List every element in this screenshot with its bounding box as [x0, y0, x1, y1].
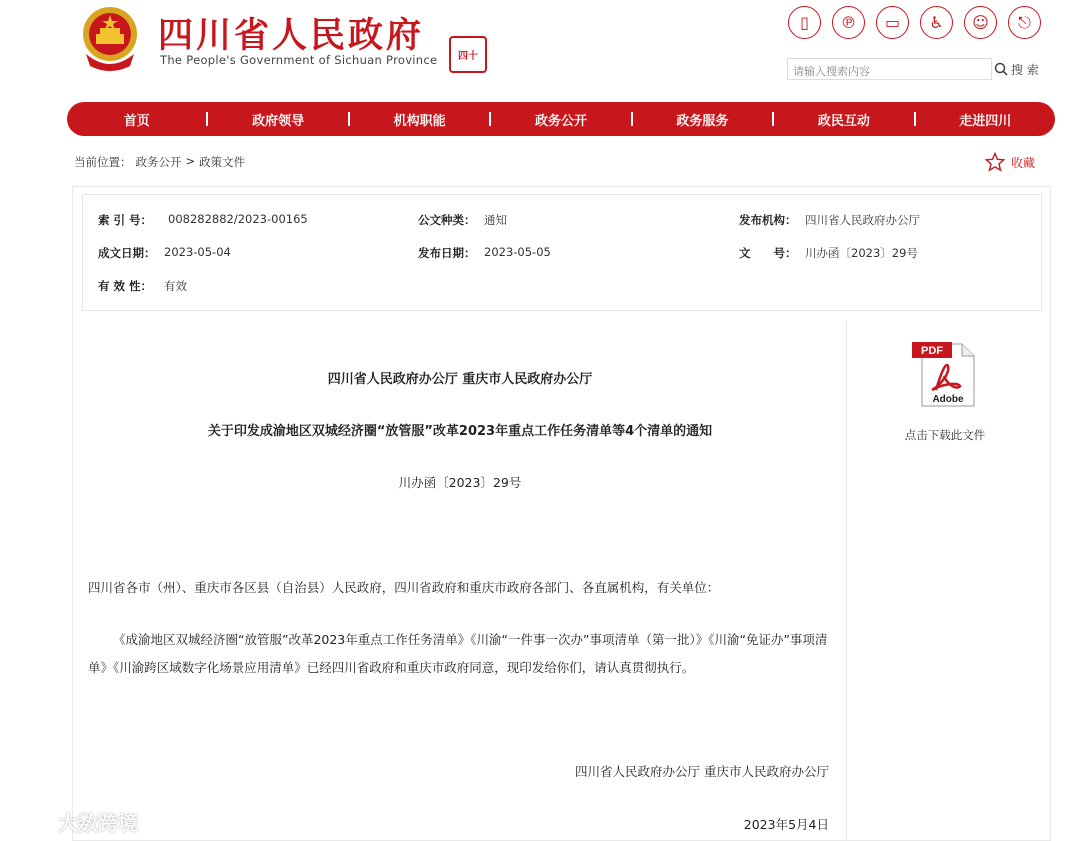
document-title: 关于印发成渝地区双城经济圈“放管服”改革2023年重点工作任务清单等4个清单的通知 — [207, 424, 713, 439]
weibo-icon[interactable]: ℗ — [832, 6, 865, 39]
top-toolbar — [788, 6, 1041, 39]
search-input[interactable]: 请输入搜索内容 — [787, 58, 992, 80]
validity-value: 有效 — [164, 279, 187, 293]
adobe-brand: Adobe — [932, 394, 964, 405]
type-value: 通知 — [484, 213, 507, 227]
org-label: 发布机构： — [739, 213, 797, 227]
document-date: 2023年5月4日 — [743, 817, 829, 832]
publish-date-value: 2023-05-05 — [484, 245, 551, 259]
breadcrumb-prefix: 当前位置： — [74, 155, 132, 169]
index-label: 索 引 号： — [98, 213, 153, 227]
org-value: 四川省人民政府办公厅 — [805, 213, 920, 227]
wechat-icon[interactable]: ▭ — [876, 6, 909, 39]
document-number: 川办函〔2023〕29号 — [398, 475, 522, 490]
download-link[interactable]: 点击下载此文件 — [904, 428, 986, 442]
breadcrumb-separator: > — [185, 154, 196, 168]
site-subtitle: The People's Government of Sichuan Province — [160, 53, 438, 67]
publish-date-label: 发布日期： — [418, 246, 476, 260]
nav-public-affairs[interactable]: 政务公开 — [534, 113, 587, 129]
watermark-logo-icon — [10, 809, 52, 835]
national-emblem-icon — [78, 4, 142, 72]
search-button-label: 搜 索 — [1011, 62, 1039, 77]
document-signature: 四川省人民政府办公厅 重庆市人民政府办公厅 — [575, 764, 829, 779]
mobile-icon[interactable]: ▯ — [788, 6, 821, 39]
exit-icon[interactable]: ⎋ — [1008, 6, 1041, 39]
type-label: 公文种类： — [418, 213, 476, 227]
elder-care-icon[interactable]: ☺ — [964, 6, 997, 39]
pdf-badge: PDF — [921, 345, 943, 357]
document-issuer: 四川省人民政府办公厅 重庆市人民政府办公厅 — [327, 372, 593, 387]
anniversary-seal: 四十 — [449, 36, 487, 73]
main-nav — [67, 102, 1055, 136]
site-title[interactable]: 四川省人民政府 — [158, 16, 425, 56]
star-icon — [985, 152, 1005, 172]
written-date-label: 成文日期： — [98, 246, 156, 260]
column-divider — [846, 320, 847, 841]
doc-number-value: 川办函〔2023〕29号 — [805, 246, 918, 260]
nav-services[interactable]: 政务服务 — [676, 113, 729, 129]
nav-leaders[interactable]: 政府领导 — [252, 113, 305, 129]
breadcrumb — [74, 154, 245, 170]
search-button[interactable] — [994, 58, 1050, 80]
favorite-label: 收藏 — [1011, 155, 1036, 170]
written-date-value: 2023-05-04 — [164, 245, 231, 259]
nav-home[interactable]: 首页 — [123, 113, 150, 129]
nav-functions[interactable]: 机构职能 — [393, 113, 446, 129]
document-recipient: 四川省各市（州）、重庆市各区县（自治县）人民政府，四川省政府和重庆市政府各部门、各直属机构，有关单位： — [88, 580, 720, 595]
validity-label: 有 效 性： — [98, 279, 153, 293]
breadcrumb-link-policy-docs[interactable]: 政策文件 — [199, 155, 246, 169]
search-icon — [994, 62, 1008, 76]
pdf-file-icon[interactable] — [912, 340, 978, 408]
nav-interaction[interactable]: 政民互动 — [817, 113, 870, 129]
index-value: 008282882/2023-00165 — [168, 212, 308, 226]
document-body: 《成渝地区双城经济圈“放管服”改革2023年重点工作任务清单》《川渝“一件事一次办”事项清单（第一批）》《川渝“免证办”事项清单》《川渝跨区域数字化场景应用清单》已经四川省政府和重庆市政府同意，现印发给你们，请认真贯彻执行。 — [88, 632, 828, 675]
favorite-button[interactable] — [985, 152, 1035, 172]
breadcrumb-link-public-affairs[interactable]: 政务公开 — [135, 155, 182, 169]
doc-number-label: 文 号： — [739, 246, 797, 260]
watermark-text: 大数跨境 — [58, 811, 138, 835]
nav-about-sichuan[interactable]: 走进四川 — [959, 113, 1012, 129]
watermark — [10, 807, 138, 836]
accessibility-icon[interactable]: ♿ — [920, 6, 953, 39]
